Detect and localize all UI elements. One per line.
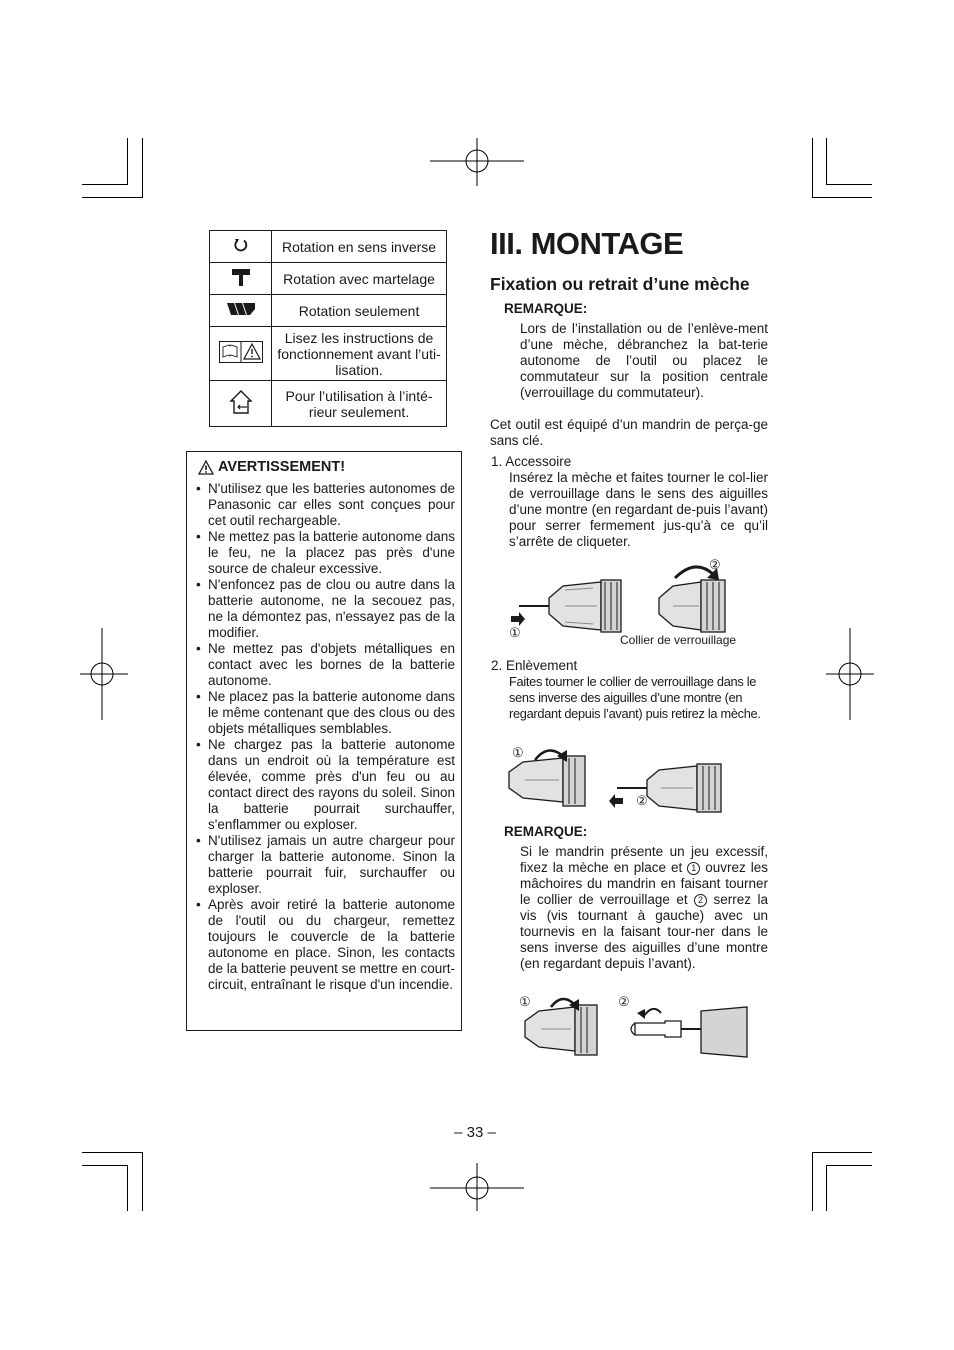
remark2-part-c: serrez la vis (vis tournant à gauche) avec un tournevis en la faisant tour-ner dans le sens inverse des aiguilles d’une montre (en regardant depuis l’avant). — [520, 892, 768, 971]
symbol-row — [210, 327, 447, 381]
warning-item: • N'enfoncez pas de clou ou autre dans la batterie autonome, ne la secouez pas, ne la démontez pas, n'essayez pas de la modifier. — [195, 577, 455, 641]
remark-label: REMARQUE: — [504, 824, 588, 839]
symbol-label: Rotation avec martelage — [272, 263, 447, 295]
remark-text: Lors de l’installation ou de l’enlève-ment d’une mèche, débranchez la bat-terie autonome de l’outil ou placez le commutateur sur la position centrale (verrouillage du commutateur). — [520, 321, 768, 400]
warning-item: • Ne mettez pas la batterie autonome dans le feu, ne la placez pas près d'une source de chaleur excessive. — [195, 529, 455, 577]
symbol-table — [209, 230, 447, 427]
circled-1-marker: 1 — [687, 862, 700, 875]
warning-item: • N'utilisez jamais un autre chargeur pour charger la batterie autonome. Sinon la batterie pourrait fuir, surchauffer ou exploser. — [195, 833, 455, 897]
chuck-remove-illustration — [505, 744, 735, 816]
symbol-row — [210, 295, 447, 327]
symbol-row — [210, 263, 447, 295]
warning-heading — [198, 459, 345, 475]
warning-title: AVERTISSEMENT! — [218, 459, 346, 475]
remark-label: REMARQUE: — [504, 301, 588, 316]
marker-1: ① — [512, 745, 524, 760]
registration-mark-left — [80, 628, 128, 720]
reverse-rotation-icon — [210, 231, 272, 263]
marker-2: ② — [709, 557, 721, 572]
remark2-part-b: ouvrez les mâchoires du mandrin en faisant tourner le collier de verrouillage et — [520, 860, 768, 907]
warning-item: • Ne mettez pas d'objets métalliques en contact avec les bornes de la batterie autonome. — [195, 641, 455, 689]
section-subtitle: Fixation ou retrait d’une mèche — [490, 274, 750, 294]
marker-1: ① — [519, 994, 531, 1009]
collar-caption: Collier de verrouillage — [620, 633, 737, 647]
marker-2: ② — [618, 994, 630, 1009]
symbol-label: Rotation en sens inverse — [272, 231, 447, 263]
circled-2-marker: 2 — [694, 894, 707, 907]
marker-1: ① — [509, 625, 521, 640]
warning-box — [186, 451, 462, 1031]
hammer-icon — [210, 263, 272, 295]
step2-title: 2. Enlèvement — [491, 658, 578, 673]
step1-title: 1. Accessoire — [491, 454, 572, 469]
registration-mark-bottom — [430, 1163, 524, 1211]
step2-text: Faites tourner le collier de verrouillage dans le sens inverse des aiguilles d’une montre (en regardant depuis l’avant) puis retirez la mèche. — [509, 674, 761, 721]
symbol-label: Pour l’utilisation à l’inté-rieur seulement. — [272, 381, 447, 427]
warning-list — [195, 481, 455, 993]
registration-mark-top — [430, 138, 524, 186]
warning-icon — [198, 460, 214, 475]
warning-item: • Après avoir retiré la batterie autonome de l'outil ou du chargeur, remettez toujours le couvercle de la batterie autonome en place. Sinon, les contacts de la batterie peuvent se mettre en court-circuit, entraînant le risque d'un incendie. — [195, 897, 455, 993]
symbol-row — [210, 381, 447, 427]
marker-2: ② — [636, 793, 648, 808]
remark2-text — [520, 844, 768, 972]
symbol-label: Lisez les instructions de fonctionnement avant l’uti-lisation. — [272, 327, 447, 381]
registration-mark-right — [826, 628, 874, 720]
symbol-label: Rotation seulement — [272, 295, 447, 327]
symbol-row — [210, 231, 447, 263]
indoor-use-icon — [210, 381, 272, 427]
read-manual-icon — [210, 327, 272, 381]
remark2-part-a: Si le mandrin présente un jeu excessif, fixez la mèche en place et — [520, 844, 768, 875]
section-title: III. MONTAGE — [490, 226, 684, 261]
warning-item: • Ne chargez pas la batterie autonome dans un endroit où la température est élevée, comme près d'un feu ou au contact direct des rayons du soleil. Sinon la batterie pourrait surchauffer, s'enflammer ou exploser. — [195, 737, 455, 833]
step1-text: Insérez la mèche et faites tourner le col-lier de verrouillage dans le sens des aiguilles d’une montre (en regardant de-puis l’avant) pour serrer fermement jus-qu’à ce qu’il s’arrête de cliqueter. — [509, 470, 768, 549]
intro-text: Cet outil est équipé d’un mandrin de perça-ge sans clé. — [490, 417, 768, 448]
warning-item: • Ne placez pas la batterie autonome dans le même contenant que des clous ou des objets métalliques semblables. — [195, 689, 455, 737]
screw-tighten-illustration — [515, 995, 751, 1061]
warning-item: • N'utilisez que les batteries autonomes de Panasonic car elles sont conçues pour cet outil rechargeable. — [195, 481, 455, 529]
page-number: – 33 – — [454, 1124, 496, 1141]
drill-rotation-icon — [210, 295, 272, 327]
